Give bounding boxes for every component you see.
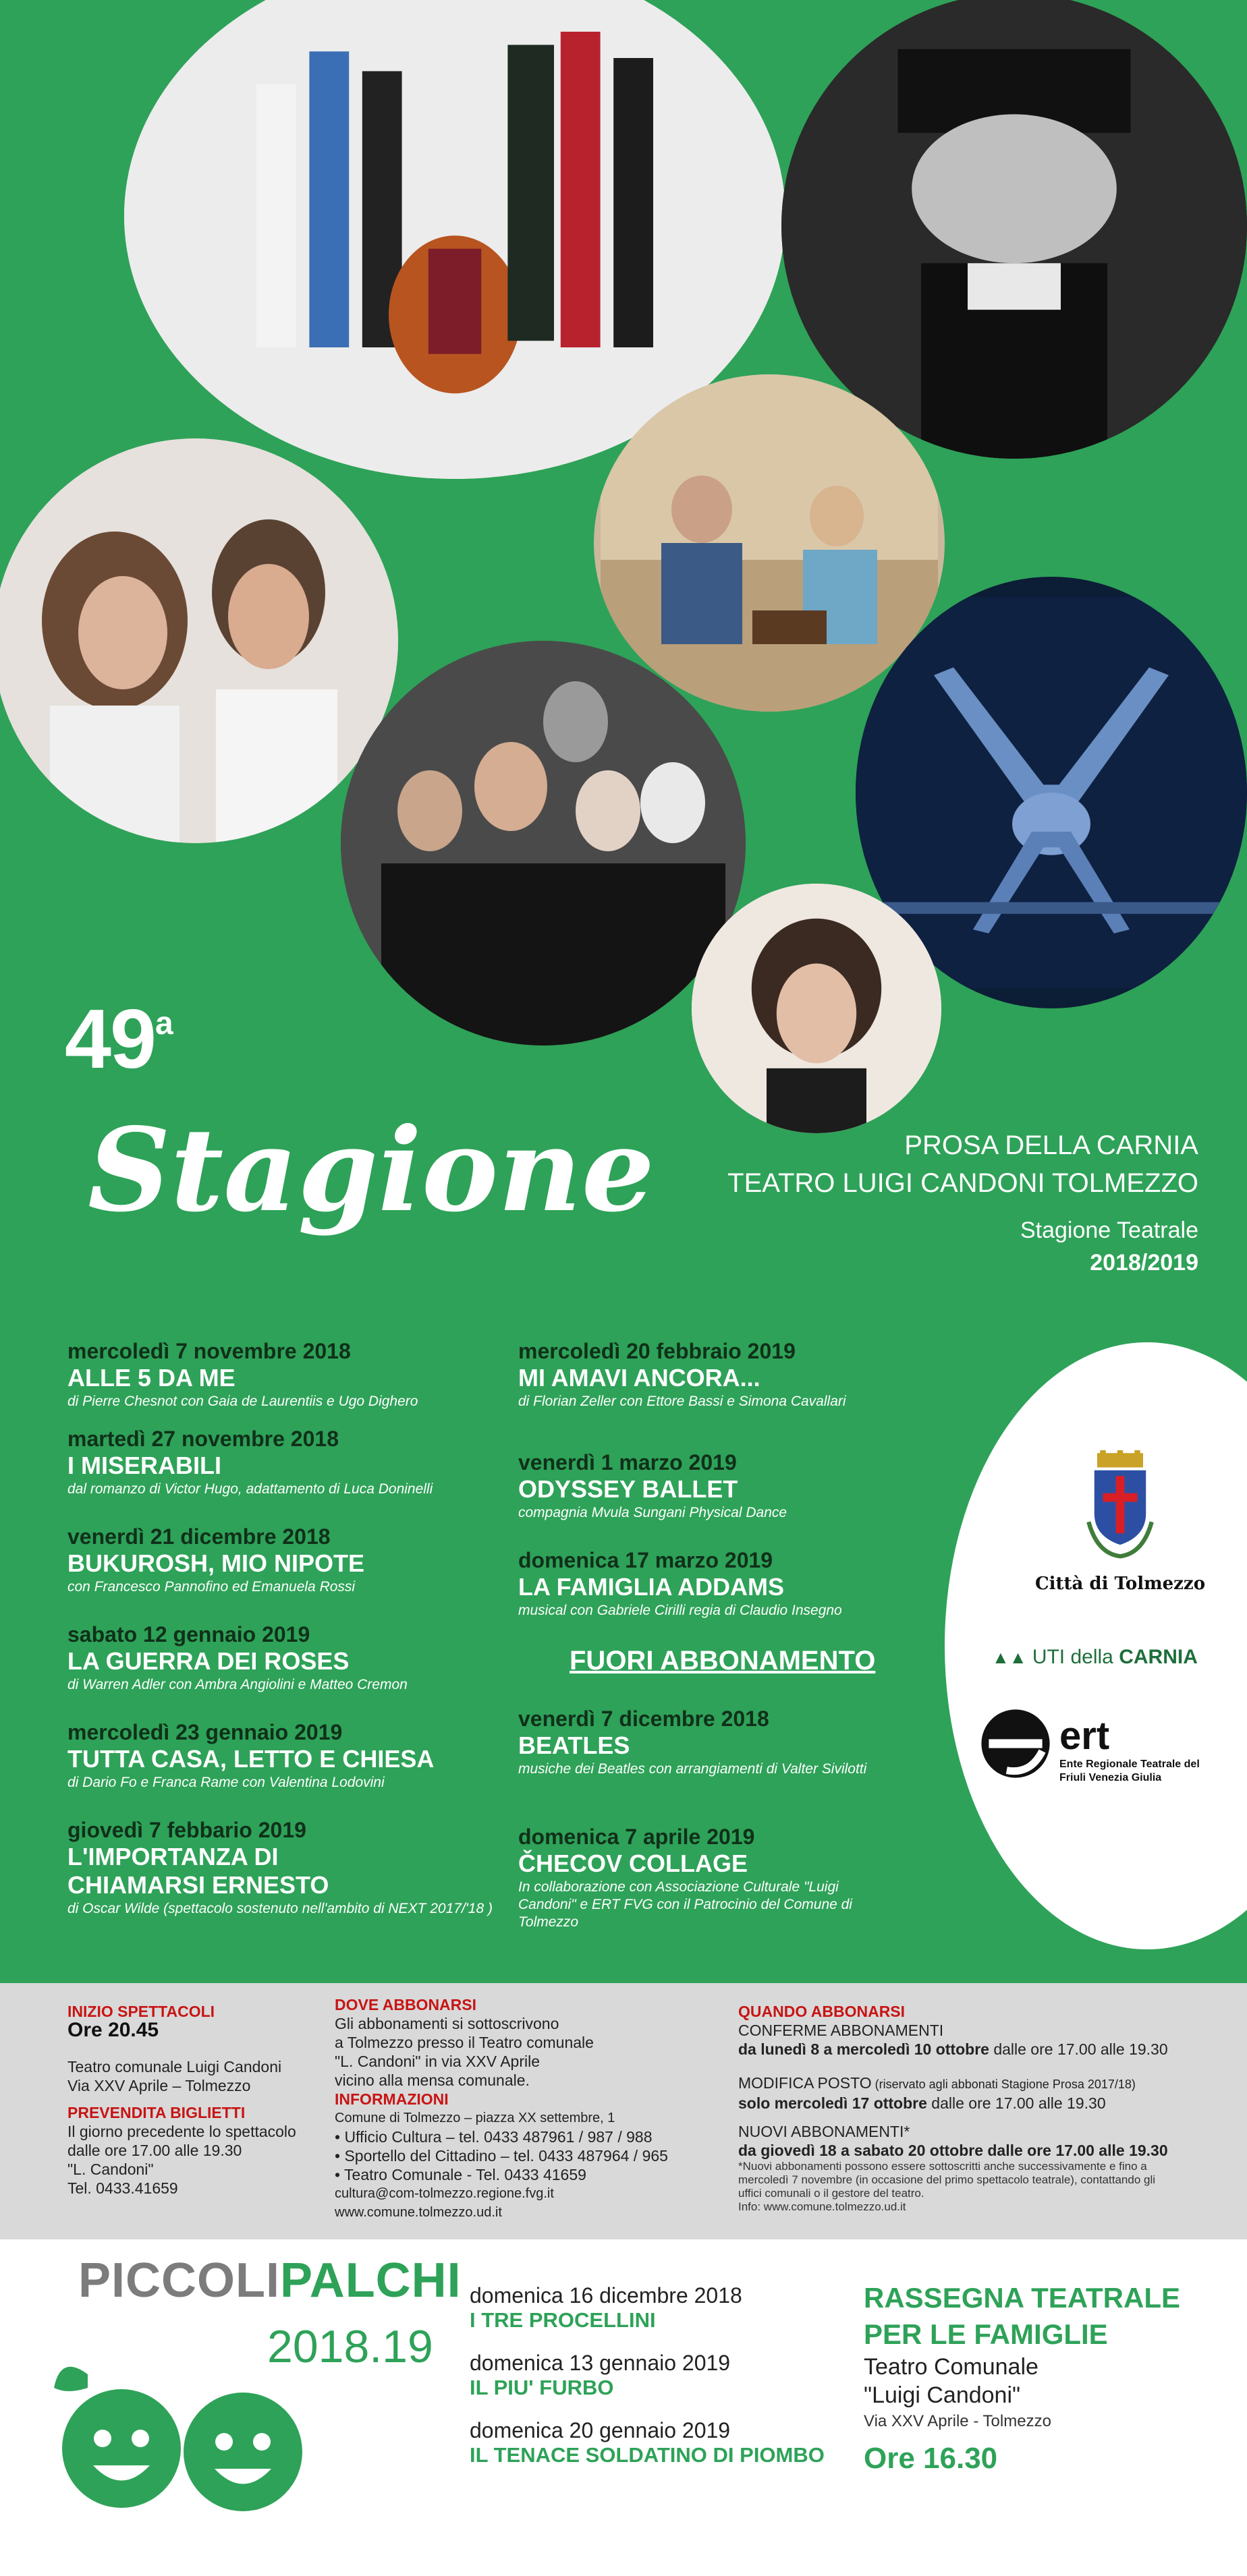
event-sub: di Florian Zeller con Ettore Bassi e Simona Cavallari [518, 1394, 846, 1409]
nuovi-note: Info: www.comune.tolmezzo.ud.it [738, 2200, 906, 2213]
info-col-inizio [67, 2002, 324, 2198]
tolmezzo-name: Città di Tolmezzo [1034, 1574, 1206, 1594]
event-sub: compagnia Mvula Sungani Physical Dance [518, 1505, 787, 1520]
conferme-label: CONFERME ABBONAMENTI [738, 2022, 944, 2039]
event-date: domenica 17 marzo 2019 [518, 1548, 773, 1572]
piccoli-event [470, 2418, 825, 2467]
event-date: sabato 12 gennaio 2019 [67, 1622, 310, 1647]
rassegna-time: Ore 16.30 [864, 2442, 998, 2475]
event-title: LA GUERRA DEI ROSES [67, 1647, 350, 1675]
event-sub: Candoni" e ERT FVG con il Patrocinio del Comune di [518, 1897, 852, 1912]
logo-uti-carnia [992, 1646, 1198, 1669]
photo-sofa-scene [594, 374, 945, 712]
event-title: MI AMAVI ANCORA... [518, 1364, 760, 1392]
inizio-time: Ore 20.45 [67, 2019, 159, 2041]
rassegna-title: RASSEGNA TEATRALE [864, 2282, 1181, 2314]
event-checov [518, 1825, 852, 1930]
prosa-header [727, 1126, 1198, 1202]
event-date: mercoledì 20 febbraio 2019 [518, 1339, 796, 1363]
ert-wordmark: ert [1059, 1714, 1110, 1758]
info-website[interactable]: www.comune.tolmezzo.ud.it [335, 2205, 502, 2220]
rassegna-info [864, 2280, 1180, 2475]
event-date: venerdì 21 dicembre 2018 [67, 1524, 331, 1549]
modifica-label: MODIFICA POSTO [738, 2074, 872, 2092]
event-sub: musical con Gabriele Cirilli regia di Claudio Insegno [518, 1603, 842, 1618]
event-title: ČHECOV COLLAGE [518, 1850, 748, 1877]
modifica-note: (riservato agli abbonati Stagione Prosa 2017/18) [871, 2078, 1136, 2091]
event-alle-5 [67, 1339, 418, 1410]
prevendita-line: Tel. 0433.41659 [67, 2179, 178, 2197]
event-date: martedì 27 novembre 2018 [67, 1427, 339, 1451]
kids-faces-icon [40, 2347, 324, 2516]
event-guerra-roses [67, 1622, 408, 1693]
event-addams [518, 1548, 842, 1619]
inizio-heading: INIZIO SPETTACOLI [67, 2003, 215, 2020]
logo-citta-tolmezzo [1012, 1450, 1228, 1594]
dove-heading: DOVE ABBONARSI [335, 1996, 476, 2013]
event-date: mercoledì 7 novembre 2018 [67, 1339, 351, 1363]
event-title: LA FAMIGLIA ADDAMS [518, 1573, 784, 1601]
crest-icon [1076, 1450, 1164, 1565]
season-years: 2018/2019 [1090, 1250, 1198, 1276]
prevendita-line: Il giorno precedente lo spettacolo [67, 2123, 296, 2140]
event-mi-amavi [518, 1339, 846, 1410]
photo-couple [0, 438, 398, 843]
conferme-dates: da lunedì 8 a mercoledì 10 ottobre [738, 2040, 989, 2058]
event-title: ALLE 5 DA ME [67, 1364, 235, 1392]
page-title: Stagione [88, 1103, 655, 1238]
dove-line: vicino alla mensa comunale. [335, 2071, 530, 2089]
piccoli-event-date: domenica 16 dicembre 2018 [470, 2283, 742, 2308]
event-date: venerdì 1 marzo 2019 [518, 1450, 737, 1475]
info-email[interactable]: cultura@com-tolmezzo.regione.fvg.it [335, 2186, 554, 2201]
event-sub: di Warren Adler con Ambra Angiolini e Matteo Cremon [67, 1677, 408, 1692]
event-sub: di Pierre Chesnot con Gaia de Laurentiis e Ugo Dighero [67, 1394, 418, 1409]
piccoli-event-date: domenica 13 gennaio 2019 [470, 2351, 731, 2375]
info-line: Comune di Tolmezzo – piazza XX settembre, 1 [335, 2111, 615, 2125]
informazioni-heading: INFORMAZIONI [335, 2090, 449, 2108]
nuovi-note: mercoledì 7 novembre (in occasione del primo spettacolo teatrale), contattando gli [738, 2173, 1156, 2186]
event-sub: di Dario Fo e Franca Rame con Valentina Lodovini [67, 1775, 385, 1790]
prevendita-line: dalle ore 17.00 alle 19.30 [67, 2142, 242, 2159]
event-date: domenica 7 aprile 2019 [518, 1825, 755, 1849]
event-odyssey [518, 1450, 787, 1521]
photo-woman-portrait [692, 884, 941, 1133]
edition-number: 49$^a$ [65, 993, 172, 1086]
ert-subtitle: Ente Regionale Teatrale del Friuli Venezia Giulia [1059, 1758, 1200, 1783]
fuori-abbonamento-heading: FUORI ABBONAMENTO [570, 1646, 876, 1676]
uti-mountain-icon: ▲▲ [992, 1647, 1027, 1667]
uti-carnia-text: CARNIA [1119, 1646, 1198, 1668]
prosa-line-2: TEATRO LUIGI CANDONI TOLMEZZO [727, 1168, 1198, 1198]
quando-heading: QUANDO ABBONARSI [738, 2003, 906, 2020]
event-title: L'IMPORTANZA DI [67, 1843, 279, 1870]
piccoli-event-date: domenica 20 gennaio 2019 [470, 2418, 731, 2442]
season-label: Stagione Teatrale [1020, 1218, 1198, 1243]
inizio-line: Via XXV Aprile – Tolmezzo [67, 2077, 251, 2094]
brand-palchi: PALCHI [280, 2254, 462, 2308]
event-date: venerdì 7 dicembre 2018 [518, 1707, 769, 1731]
rassegna-title-line-2: PER LE FAMIGLIE [864, 2318, 1108, 2350]
nuovi-label: NUOVI ABBONAMENTI* [738, 2123, 910, 2140]
prevendita-heading: PREVENDITA BIGLIETTI [67, 2104, 246, 2121]
dove-line: "L. Candoni" in via XXV Aprile [335, 2053, 540, 2070]
event-miserabili [67, 1427, 433, 1497]
info-line: • Ufficio Cultura – tel. 0433 487961 / 987 / 988 [335, 2128, 653, 2146]
event-sub: Tolmezzo [518, 1914, 579, 1930]
conferme-hours: dalle ore 17.00 alle 19.30 [989, 2040, 1168, 2058]
piccoli-event-title: IL PIU' FURBO [470, 2376, 614, 2399]
season-tag [1020, 1214, 1198, 1279]
event-title: BUKUROSH, MIO NIPOTE [67, 1549, 365, 1577]
event-date: mercoledì 23 gennaio 2019 [67, 1720, 343, 1744]
info-col-dove [335, 1995, 686, 2222]
event-title-line-2: CHIAMARSI ERNESTO [67, 1871, 329, 1899]
photo-addams [341, 641, 746, 1046]
piccoli-event [470, 2283, 742, 2332]
event-bukurosh [67, 1524, 364, 1595]
dove-line: Gli abbonamenti si sottoscrivono [335, 2015, 559, 2032]
event-title: BEATLES [518, 1731, 630, 1759]
event-tutta-casa [67, 1720, 434, 1791]
event-sub: dal romanzo di Victor Hugo, adattamento di Luca Doninelli [67, 1481, 433, 1497]
event-sub: musiche dei Beatles con arrangiamenti di Valter Sivilotti [518, 1761, 867, 1777]
event-title: TUTTA CASA, LETTO E CHIESA [67, 1745, 435, 1773]
photo-old-man [781, 0, 1247, 459]
event-sub: con Francesco Pannofino ed Emanuela Rossi [67, 1579, 356, 1595]
dove-line: a Tolmezzo presso il Teatro comunale [335, 2034, 594, 2051]
prosa-line-1: PROSA DELLA CARNIA [904, 1130, 1198, 1160]
event-title: ODYSSEY BALLET [518, 1475, 738, 1503]
edition-suffix: a [155, 1006, 172, 1041]
event-title: I MISERABILI [67, 1452, 222, 1479]
rassegna-address: Via XXV Aprile - Tolmezzo [864, 2412, 1051, 2430]
info-line: • Teatro Comunale - Tel. 0433 41659 [335, 2166, 586, 2183]
nuovi-note: *Nuovi abbonamenti possono essere sottoscritti anche successivamente e fino a [738, 2160, 1147, 2173]
modifica-hours: dalle ore 17.00 alle 19.30 [926, 2094, 1106, 2112]
event-ernesto [67, 1818, 493, 1917]
prevendita-line: "L. Candoni" [67, 2160, 154, 2178]
piccoli-event-title: I TRE PROCELLINI [470, 2308, 656, 2332]
piccoli-event [470, 2351, 730, 2400]
uti-text: UTI della [1032, 1646, 1113, 1668]
event-beatles [518, 1707, 866, 1777]
nuovi-dates: da giovedì 18 a sabato 20 ottobre dalle ore 17.00 alle 19.30 [738, 2142, 1168, 2159]
event-sub: In collaborazione con Associazione Culturale "Luigi [518, 1879, 839, 1895]
rassegna-place: Teatro Comunale [864, 2354, 1038, 2380]
piccoli-year: 2018.19 [267, 2321, 433, 2372]
info-band [0, 1983, 1247, 2239]
info-line: • Sportello del Cittadino – tel. 0433 487964 / 965 [335, 2147, 668, 2165]
ert-e-icon [978, 1707, 1053, 1781]
event-date: giovedì 7 febbario 2019 [67, 1818, 306, 1842]
brand-piccoli: PICCOLI [78, 2254, 281, 2308]
piccoli-event-title: IL TENACE SOLDATINO DI PIOMBO [470, 2443, 825, 2467]
info-col-quando [738, 2002, 1224, 2214]
inizio-line: Teatro comunale Luigi Candoni [67, 2058, 282, 2076]
modifica-date: solo mercoledì 17 ottobre [738, 2094, 927, 2112]
event-sub: di Oscar Wilde (spettacolo sostenuto nell'ambito di NEXT 2017/'18 ) [67, 1901, 493, 1916]
piccoli-palchi-logo [78, 2253, 462, 2308]
nuovi-note: uffici comunali o il gestore del teatro. [738, 2187, 924, 2200]
rassegna-place-line-2: "Luigi Candoni" [864, 2382, 1021, 2408]
